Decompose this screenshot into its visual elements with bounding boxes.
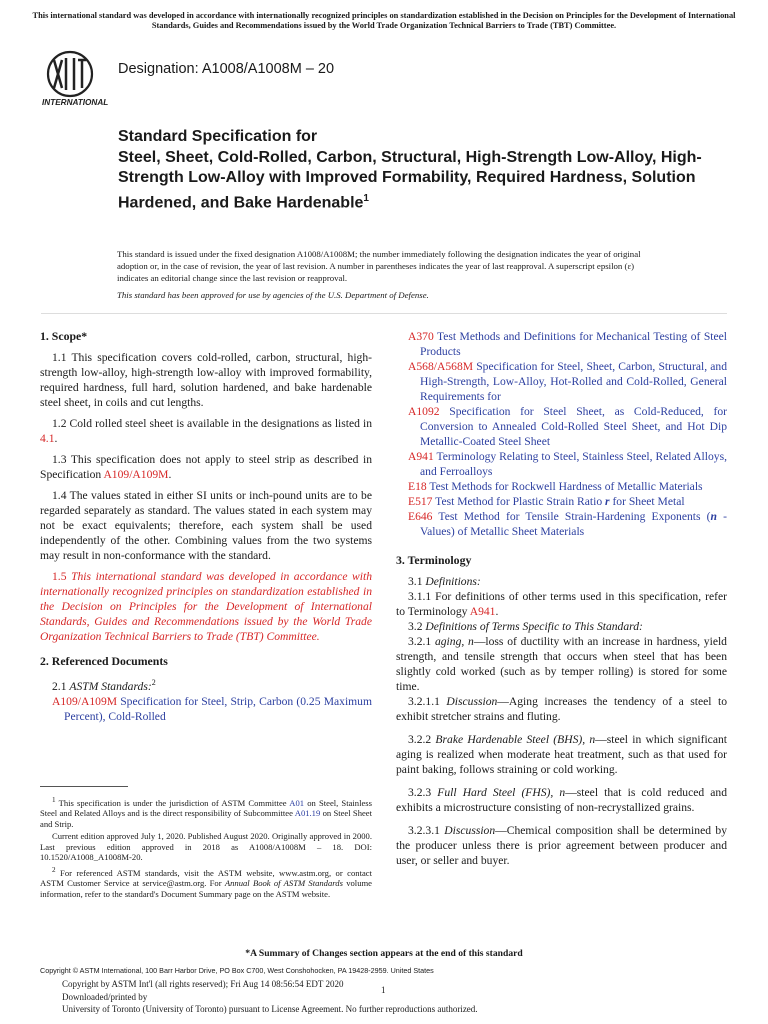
link-a01[interactable]: A01 — [289, 797, 305, 808]
para-3-1-1: 3.1.1 For definitions of other terms used in this specification, refer to Terminology A941. — [396, 590, 727, 618]
para-3-2-2: 3.2.2 Brake Hardenable Steel (BHS), n—steel in which significant aging is realized when moderate heat treatment, such as that used for paint baking, follows straining or cold working. — [396, 733, 727, 776]
para-3-2-3-1: 3.2.3.1 Discussion—Chemical composition shall be determined by the producer unless there is prior agreement between producer and user, or seller and buyer. — [396, 824, 727, 867]
footnotes — [40, 795, 372, 901]
ref-e517[interactable]: E517 Test Method for Plastic Strain Ratio r for Sheet Metal — [408, 495, 685, 508]
download-line-3: University of Toronto (University of Toronto) pursuant to License Agreement. No further reproductions authorized. — [62, 1004, 478, 1014]
title-footnote-ref: 1 — [363, 192, 369, 204]
para-3-2-1: 3.2.1 aging, n—loss of ductility with an increase in hardness, yield strength, and tensile strength that occurs when steel that has been slightly cold worked (such as by temper rolling) is stored for some time. — [396, 635, 727, 693]
para-1-3: 1.3 This specification does not apply to steel strip as described in Specification A109/A109M. — [40, 453, 372, 481]
para-3-2-3: 3.2.3 Full Hard Steel (FHS), n—steel that is cold reduced and exhibits a microstructure consisting of non-recrystallized grains. — [396, 786, 727, 814]
ref-e646[interactable]: E646 Test Method for Tensile Strain-Hardening Exponents (n -Values) of Metallic Sheet Materials — [408, 510, 728, 538]
divider — [41, 313, 727, 314]
ref-a568[interactable]: A568/A568M Specification for Steel, Sheet, Carbon, Structural, and High-Strength, Low-Alloy, Hot-Rolled and Cold-Rolled, General Requirements for — [408, 360, 727, 403]
footnote-1: $^1$ This specification is under the jurisdiction of ASTM Committee A01 on Steel, Stainless Steel and Related Alloys and is the direct responsibility of Subcommittee A01.19 on Steel Sheet and Strip. — [40, 796, 373, 829]
ref-a370[interactable]: A370 Test Methods and Definitions for Mechanical Testing of Steel Products — [408, 330, 727, 358]
link-a941[interactable]: A941 — [469, 605, 496, 618]
title-main: Steel, Sheet, Cold-Rolled, Carbon, Structural, High-Strength Low-Alloy, High-Strength Low-Alloy with Improved Formability, Required Hardness, Solution Hardened, and Bake Hardenable — [118, 148, 702, 211]
dod-approval: This standard has been approved for use by agencies of the U.S. Department of Defense. — [117, 290, 429, 300]
ref-a1092[interactable]: A1092 Specification for Steel Sheet, as Cold-Reduced, for Conversion to Annealed Cold-Rolled Steel Sheet, and Hot Dip Metallic-Coated Steel Sheet — [408, 405, 727, 448]
left-column — [40, 329, 372, 724]
section-2-heading: 2. Referenced Documents — [40, 654, 168, 668]
logo-international-text: INTERNATIONAL — [42, 98, 109, 107]
intro-block — [117, 248, 651, 301]
footnote-divider — [40, 786, 128, 787]
footnote-2: $^2$ For referenced ASTM standards, visit the ASTM website, www.astm.org, or contact ASTM Customer Service at service@astm.org. For Annual Book of ASTM Standards volume information, refer to the standard's Document Summary page on the ASTM website. — [40, 865, 372, 899]
wto-notice: This international standard was developed in accordance with internationally recognized principles on standardization established in the Decision on Principles for the Development of International Standards, Guides and Recommendations issued by the World Trade Organization Technical Barriers to Trade (TBT) Committee. — [32, 11, 736, 30]
astm-logo — [40, 48, 112, 108]
download-line-1: Copyright by ASTM Int'l (all rights reserved); Fri Aug 14 08:56:54 EDT 2020 — [62, 979, 344, 989]
para-2-1: 2.1 ASTM Standards:$^2$ — [52, 678, 156, 693]
section-1-heading: 1. Scope* — [40, 329, 88, 343]
para-1-5: 1.5 This international standard was developed in accordance with internationally recognized principles on standardization established in the Decision on Principles for the Development of International Standards, Guides and Recommendations issued by the World Trade Organization Technical Barriers to Trade (TBT) Committee. — [40, 570, 372, 643]
summary-of-changes-note: *A Summary of Changes section appears at the end of this standard — [245, 948, 523, 959]
ref-a941[interactable]: A941 Terminology Relating to Steel, Stainless Steel, Related Alloys, and Ferroalloys — [408, 450, 727, 478]
link-a109[interactable]: A109/A109M — [103, 468, 169, 481]
section-3-heading: 3. Terminology — [396, 553, 472, 567]
para-1-1: 1.1 This specification covers cold-rolled, carbon, structural, high-strength low-alloy, high-strength low-alloy with improved formability, required hardness, full hard, solution hardened, and bake hardenable steel sheet, in coils and cut lengths. — [40, 351, 372, 409]
intro-paragraph: This standard is issued under the fixed designation A1008/A1008M; the number immediately following the designation indicates the year of original adoption or, in the case of revision, the year of last revision. A number in parentheses indicates the year of last reapproval. A superscript epsilon (ε) indicates an editorial change since the last revision or reapproval. — [117, 249, 641, 283]
para-3-2: 3.2 Definitions of Terms Specific to This Standard: — [408, 620, 643, 633]
footnote-1-edition: Current edition approved July 1, 2020. Published August 2020. Originally approved in 2000. Last previous edition approved in 2018 as A1008/A1008M – 18. DOI: 10.1520/A1008_A1008M-20. — [40, 831, 372, 863]
link-4-1[interactable]: 4.1 — [40, 432, 55, 445]
para-1-2: 1.2 Cold rolled steel sheet is available in the designations as listed in 4.1. — [40, 417, 372, 445]
copyright-line: Copyright © ASTM International, 100 Barr Harbor Drive, PO Box C700, West Conshohocken, PA 19428-2959. United States — [40, 966, 434, 975]
page-number: 1 — [381, 985, 386, 995]
para-1-4: 1.4 The values stated in either SI units or inch-pound units are to be regarded separately as standard. The values stated in each system may not be exact equivalents; therefore, each system shall be used independently of the other. Combining values from the two systems may result in non-conformance with the standard. — [40, 489, 372, 562]
right-column — [396, 329, 727, 868]
designation: Designation: A1008/A1008M – 20 — [118, 61, 335, 77]
para-3-1: 3.1 Definitions: — [408, 575, 481, 588]
para-3-2-1-1: 3.2.1.1 Discussion—Aging increases the tendency of a steel to exhibit stretcher strains and fluting. — [396, 695, 728, 723]
link-a01-19[interactable]: A01.19 — [294, 808, 321, 819]
download-line-2: Downloaded/printed by — [62, 991, 148, 1002]
ref-e18[interactable]: E18 Test Methods for Rockwell Hardness of Metallic Materials — [408, 480, 703, 493]
document-title — [118, 127, 718, 213]
title-lead: Standard Specification for — [118, 128, 318, 145]
download-notice — [62, 978, 662, 1016]
ref-a109[interactable]: A109/A109M Specification for Steel, Strip, Carbon (0.25 Maximum Percent), Cold-Rolled — [52, 694, 372, 723]
